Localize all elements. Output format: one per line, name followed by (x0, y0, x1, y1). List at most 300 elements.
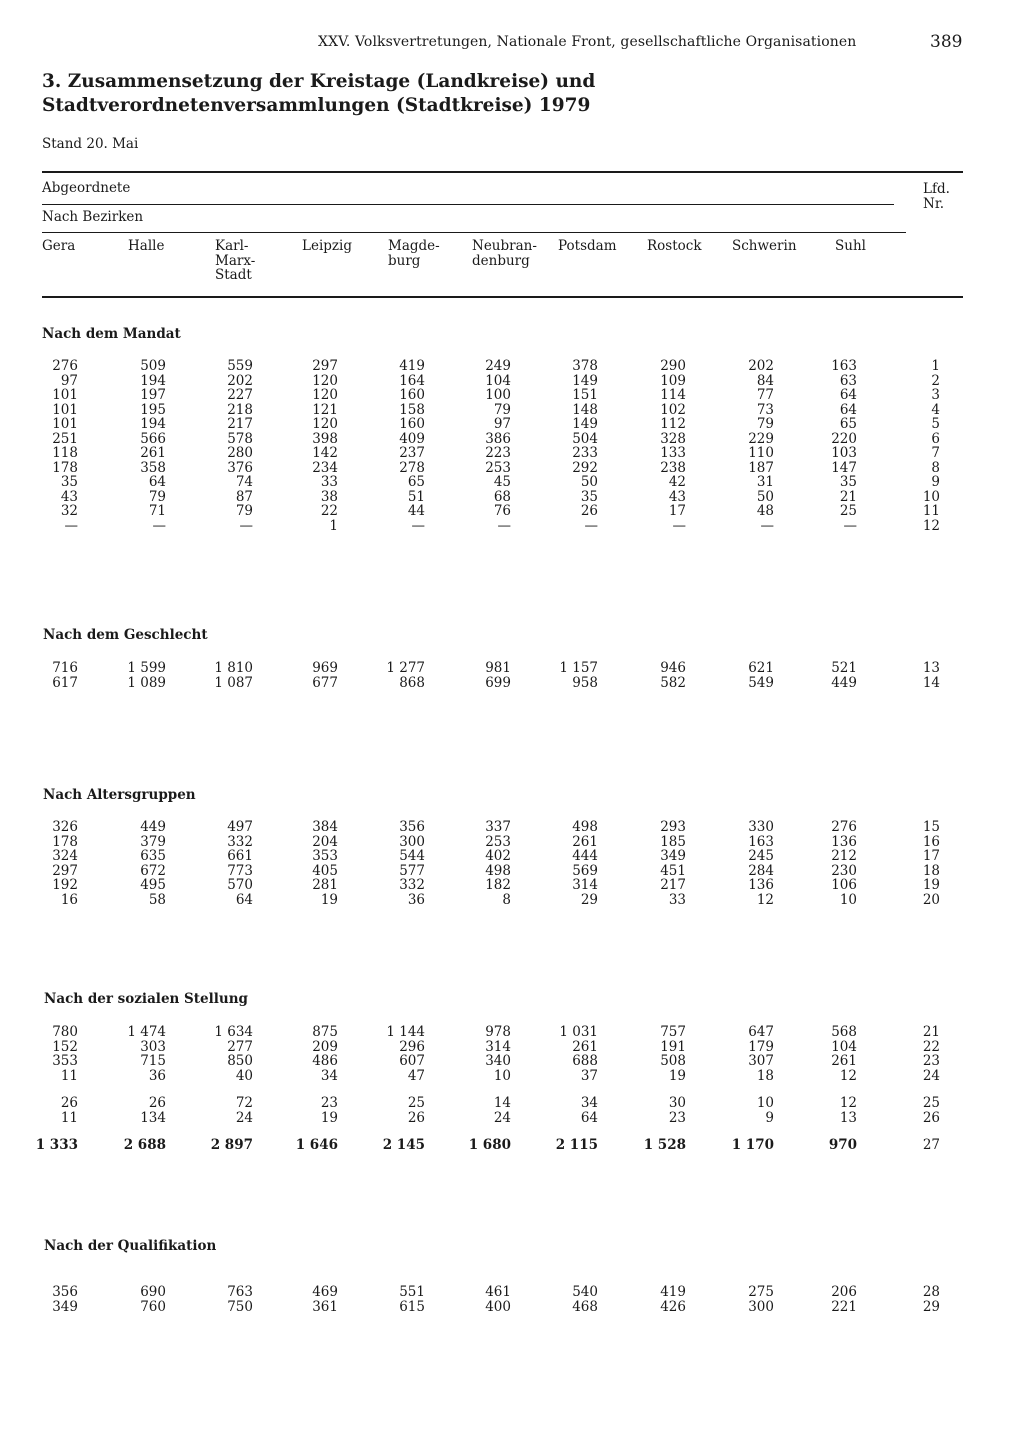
table-cell: — (584, 517, 598, 534)
table-cell: 8 (502, 891, 511, 908)
table-cell: 79 (148, 488, 166, 505)
table-cell: 204 (312, 833, 338, 850)
table-cell: 2 115 (555, 1137, 598, 1153)
table-cell: 178 (52, 833, 78, 850)
table-cell: 149 (572, 416, 598, 432)
table-cell: 958 (572, 674, 598, 691)
section-label: Nach Altersgruppen (43, 787, 196, 803)
table-cell: 398 (312, 430, 338, 447)
row-number: 9 (931, 474, 940, 490)
table-cell: 1 089 (127, 674, 166, 691)
row-number: 13 (922, 660, 940, 676)
header-bottom-rule (42, 296, 963, 298)
table-cell: 278 (399, 459, 425, 476)
table-cell: 276 (831, 819, 857, 835)
section-label: Nach dem Geschlecht (43, 627, 208, 643)
table-cell: 1 087 (214, 674, 253, 691)
table-cell: 1 170 (731, 1137, 774, 1153)
column-header: Halle (128, 238, 165, 254)
table-cell: 297 (312, 358, 338, 374)
table-cell: 400 (485, 1298, 511, 1315)
table-cell: 358 (140, 459, 166, 476)
header-rule-abgeordnete (42, 204, 894, 205)
table-cell: 498 (572, 819, 598, 835)
table-row (0, 388, 1024, 403)
table-cell: 449 (140, 819, 166, 835)
table-row (0, 835, 1024, 850)
column-header: Gera (42, 238, 76, 254)
table-cell: 100 (485, 387, 511, 403)
table-cell: 37 (580, 1067, 598, 1084)
table-cell: 32 (60, 503, 78, 519)
table-row (0, 417, 1024, 432)
table-cell: 314 (572, 877, 598, 893)
table-cell: 760 (140, 1298, 166, 1315)
table-cell: 875 (312, 1024, 338, 1040)
table-cell: 179 (748, 1038, 774, 1055)
table-cell: 277 (227, 1038, 253, 1055)
table-cell: 163 (748, 833, 774, 850)
table-cell: 850 (227, 1053, 253, 1069)
table-cell: 249 (485, 358, 511, 374)
table-cell: 212 (831, 848, 857, 864)
table-cell: 376 (227, 459, 253, 476)
table-cell: 112 (660, 416, 686, 432)
row-number: 17 (922, 848, 940, 864)
table-cell: 699 (485, 674, 511, 691)
row-number: 7 (931, 445, 940, 461)
table-cell: 25 (839, 503, 857, 519)
table-cell: 384 (312, 819, 338, 835)
table-row (0, 878, 1024, 893)
table-cell: 14 (493, 1095, 511, 1111)
table-cell: 868 (399, 674, 425, 691)
table-cell: 114 (660, 387, 686, 403)
table-cell: 10 (839, 891, 857, 908)
table-cell: 2 688 (123, 1137, 166, 1153)
table-row (0, 1111, 1024, 1126)
table-cell: 18 (756, 1067, 774, 1084)
table-cell: 45 (493, 474, 511, 490)
column-header: Neubran- denburg (472, 238, 537, 269)
table-cell: 142 (312, 445, 338, 461)
table-cell: 773 (227, 862, 253, 879)
table-cell: 79 (493, 401, 511, 418)
table-cell: 164 (399, 372, 425, 389)
table-cell: 419 (660, 1284, 686, 1300)
table-cell: 120 (312, 416, 338, 432)
table-cell: 275 (748, 1284, 774, 1300)
table-cell: — (64, 517, 78, 534)
table-cell: 118 (52, 445, 78, 461)
table-cell: 195 (140, 401, 166, 418)
table-cell: 1 333 (35, 1137, 78, 1153)
table-cell: 509 (140, 358, 166, 374)
table-cell: 280 (227, 445, 253, 461)
table-cell: 23 (668, 1109, 686, 1126)
table-cell: 569 (572, 862, 598, 879)
table-cell: 444 (572, 848, 598, 864)
table-cell: 73 (756, 401, 774, 418)
page-number: 389 (930, 32, 963, 52)
table-cell: 16 (60, 891, 78, 908)
table-cell: 690 (140, 1284, 166, 1300)
header-abgeordnete: Abgeordnete (42, 180, 131, 196)
table-cell: 147 (831, 459, 857, 476)
table-cell: 121 (312, 401, 338, 418)
table-cell: 26 (407, 1109, 425, 1126)
table-cell: 40 (235, 1067, 253, 1084)
table-cell: 1 599 (127, 660, 166, 676)
table-row (0, 374, 1024, 389)
table-cell: 582 (660, 674, 686, 691)
table-cell: 486 (312, 1053, 338, 1069)
table-cell: 19 (668, 1067, 686, 1084)
table-cell: 43 (668, 488, 686, 505)
row-number: 6 (931, 430, 940, 447)
table-cell: 559 (227, 358, 253, 374)
table-row (0, 432, 1024, 447)
page-title (42, 70, 742, 118)
table-cell: 11 (60, 1067, 78, 1084)
table-cell: 65 (407, 474, 425, 490)
table-cell: 978 (485, 1024, 511, 1040)
row-number: 14 (922, 674, 940, 691)
table-cell: 36 (407, 891, 425, 908)
table-cell: 238 (660, 459, 686, 476)
table-cell: 426 (660, 1298, 686, 1315)
table-cell: 402 (485, 848, 511, 864)
table-cell: 253 (485, 459, 511, 476)
table-cell: 185 (660, 833, 686, 850)
reference-date: Stand 20. Mai (42, 136, 139, 152)
table-cell: 251 (52, 430, 78, 447)
row-number: 2 (931, 372, 940, 389)
table-cell: 1 646 (295, 1137, 338, 1153)
table-cell: 566 (140, 430, 166, 447)
table-cell: 13 (839, 1109, 857, 1126)
row-number: 3 (931, 387, 940, 403)
row-number: 19 (922, 877, 940, 893)
table-top-rule (42, 171, 963, 173)
table-cell: 22 (320, 503, 338, 519)
table-cell: 197 (140, 387, 166, 403)
table-cell: 12 (839, 1095, 857, 1111)
table-cell: 43 (60, 488, 78, 505)
table-cell: 209 (312, 1038, 338, 1055)
row-number: 21 (922, 1024, 940, 1040)
table-cell: 223 (485, 445, 511, 461)
table-cell: 780 (52, 1024, 78, 1040)
table-cell: 104 (485, 372, 511, 389)
table-cell: 97 (493, 416, 511, 432)
table-row (0, 820, 1024, 835)
table-row (0, 490, 1024, 505)
table-cell: 87 (235, 488, 253, 505)
title-line-2: Stadtverordnetenversammlungen (Stadtkreise) 1979 (42, 95, 591, 116)
table-cell: 202 (227, 372, 253, 389)
table-cell: 409 (399, 430, 425, 447)
table-cell: 136 (748, 877, 774, 893)
table-row (0, 1040, 1024, 1055)
table-cell: 34 (320, 1067, 338, 1084)
table-row (0, 661, 1024, 676)
table-cell: 220 (831, 430, 857, 447)
column-header: Suhl (835, 238, 866, 254)
table-cell: 296 (399, 1038, 425, 1055)
column-header: Potsdam (558, 238, 617, 254)
table-cell: 34 (580, 1095, 598, 1111)
row-number: 27 (922, 1137, 940, 1153)
table-cell: — (760, 517, 774, 534)
table-cell: 261 (572, 1038, 598, 1055)
table-cell: 229 (748, 430, 774, 447)
table-cell: 71 (148, 503, 166, 519)
table-cell: 110 (748, 445, 774, 461)
table-cell: 101 (52, 387, 78, 403)
table-cell: 103 (831, 445, 857, 461)
table-cell: — (672, 517, 686, 534)
table-cell: 64 (839, 401, 857, 418)
table-cell: 77 (756, 387, 774, 403)
table-cell: 194 (140, 372, 166, 389)
table-cell: 194 (140, 416, 166, 432)
table-cell: 74 (235, 474, 253, 490)
table-cell: 245 (748, 848, 774, 864)
table-cell: 9 (765, 1109, 774, 1126)
table-cell: 544 (399, 848, 425, 864)
table-cell: 1 810 (214, 660, 253, 676)
header-lfd-nr: Lfd. Nr. (923, 181, 950, 212)
table-cell: 104 (831, 1038, 857, 1055)
table-cell: 1 157 (559, 660, 598, 676)
table-cell: 324 (52, 848, 78, 864)
table-row (0, 403, 1024, 418)
table-cell: 353 (312, 848, 338, 864)
table-cell: 192 (52, 877, 78, 893)
table-cell: 661 (227, 848, 253, 864)
table-cell: 497 (227, 819, 253, 835)
table-cell: 328 (660, 430, 686, 447)
table-cell: 969 (312, 660, 338, 676)
table-cell: 10 (756, 1095, 774, 1111)
table-cell: 97 (60, 372, 78, 389)
table-cell: 647 (748, 1024, 774, 1040)
table-cell: 31 (756, 474, 774, 490)
table-cell: 307 (748, 1053, 774, 1069)
table-cell: 64 (235, 891, 253, 908)
table-cell: 58 (148, 891, 166, 908)
table-row (0, 1025, 1024, 1040)
table-row (0, 1138, 1024, 1153)
table-row (0, 676, 1024, 691)
column-header: Schwerin (732, 238, 797, 254)
table-cell: 163 (831, 358, 857, 374)
table-cell: 340 (485, 1053, 511, 1069)
table-cell: 672 (140, 862, 166, 879)
table-cell: 84 (756, 372, 774, 389)
table-cell: 151 (572, 387, 598, 403)
table-cell: 617 (52, 674, 78, 691)
table-cell: 1 634 (214, 1024, 253, 1040)
table-cell: — (843, 517, 857, 534)
section-label: Nach der Qualifikation (44, 1238, 217, 1254)
row-number: 11 (922, 503, 940, 519)
table-cell: 284 (748, 862, 774, 879)
row-number: 20 (922, 891, 940, 908)
table-cell: 102 (660, 401, 686, 418)
table-cell: 568 (831, 1024, 857, 1040)
row-number: 26 (922, 1109, 940, 1126)
table-cell: 11 (60, 1109, 78, 1126)
table-cell: 757 (660, 1024, 686, 1040)
table-cell: 29 (580, 891, 598, 908)
section-label: Nach der sozialen Stellung (44, 991, 248, 1007)
table-row (0, 475, 1024, 490)
table-cell: 337 (485, 819, 511, 835)
table-cell: 51 (407, 488, 425, 505)
table-cell: 551 (399, 1284, 425, 1300)
header-nach-bezirken: Nach Bezirken (42, 209, 144, 225)
table-row (0, 1285, 1024, 1300)
table-cell: 64 (580, 1109, 598, 1126)
table-cell: 191 (660, 1038, 686, 1055)
row-number: 25 (922, 1095, 940, 1111)
table-cell: 35 (60, 474, 78, 490)
table-cell: 405 (312, 862, 338, 879)
table-cell: 10 (493, 1067, 511, 1084)
section-label: Nach dem Mandat (42, 326, 181, 342)
table-cell: — (239, 517, 253, 534)
table-cell: 716 (52, 660, 78, 676)
table-cell: 148 (572, 401, 598, 418)
table-cell: 540 (572, 1284, 598, 1300)
row-number: 10 (922, 488, 940, 505)
table-cell: 607 (399, 1053, 425, 1069)
header-rule-bezirken (42, 232, 906, 233)
table-cell: 290 (660, 358, 686, 374)
table-row (0, 1096, 1024, 1111)
table-cell: 106 (831, 877, 857, 893)
column-header: Karl- Marx- Stadt (215, 238, 256, 283)
table-cell: 750 (227, 1298, 253, 1315)
table-cell: 549 (748, 674, 774, 691)
row-number: 5 (931, 416, 940, 432)
table-cell: 332 (227, 833, 253, 850)
table-row (0, 504, 1024, 519)
table-cell: 253 (485, 833, 511, 850)
table-cell: 149 (572, 372, 598, 389)
title-line-1: 3. Zusammensetzung der Kreistage (Landkreise) und (42, 71, 596, 92)
table-cell: 468 (572, 1298, 598, 1315)
column-header: Rostock (647, 238, 702, 254)
table-cell: 136 (831, 833, 857, 850)
table-cell: 68 (493, 488, 511, 505)
row-number: 28 (922, 1284, 940, 1300)
table-cell: 349 (52, 1298, 78, 1315)
table-cell: 12 (839, 1067, 857, 1084)
table-cell: 1 528 (643, 1137, 686, 1153)
table-cell: 160 (399, 416, 425, 432)
row-number: 22 (922, 1038, 940, 1055)
table-cell: 25 (407, 1095, 425, 1111)
table-cell: 160 (399, 387, 425, 403)
table-cell: 276 (52, 358, 78, 374)
table-cell: 33 (668, 891, 686, 908)
table-cell: 30 (668, 1095, 686, 1111)
table-cell: 508 (660, 1053, 686, 1069)
table-row (0, 1300, 1024, 1315)
table-cell: 297 (52, 862, 78, 879)
table-cell: 120 (312, 387, 338, 403)
table-cell: 101 (52, 401, 78, 418)
table-row (0, 359, 1024, 374)
table-row (0, 864, 1024, 879)
table-cell: 237 (399, 445, 425, 461)
table-cell: 356 (399, 819, 425, 835)
table-cell: 218 (227, 401, 253, 418)
table-cell: 715 (140, 1053, 166, 1069)
row-number: 29 (922, 1298, 940, 1315)
table-cell: 349 (660, 848, 686, 864)
table-cell: 227 (227, 387, 253, 403)
table-cell: 120 (312, 372, 338, 389)
table-cell: 23 (320, 1095, 338, 1111)
table-cell: 36 (148, 1067, 166, 1084)
column-header: Magde- burg (388, 238, 440, 269)
table-cell: 353 (52, 1053, 78, 1069)
table-cell: 578 (227, 430, 253, 447)
table-cell: 300 (399, 833, 425, 850)
table-row (0, 1069, 1024, 1084)
table-cell: 332 (399, 877, 425, 893)
table-cell: 72 (235, 1095, 253, 1111)
table-cell: 461 (485, 1284, 511, 1300)
table-row (0, 849, 1024, 864)
table-cell: 182 (485, 877, 511, 893)
table-cell: 469 (312, 1284, 338, 1300)
table-cell: — (411, 517, 425, 534)
table-cell: 109 (660, 372, 686, 389)
table-cell: 64 (839, 387, 857, 403)
table-cell: 615 (399, 1298, 425, 1315)
column-header: Leipzig (302, 238, 352, 254)
table-cell: 1 144 (386, 1024, 425, 1040)
table-cell: 281 (312, 877, 338, 893)
table-cell: 152 (52, 1038, 78, 1055)
table-cell: 326 (52, 819, 78, 835)
table-cell: 970 (828, 1137, 857, 1153)
row-number: 15 (922, 819, 940, 835)
table-cell: 981 (485, 660, 511, 676)
table-cell: 64 (148, 474, 166, 490)
table-cell: 314 (485, 1038, 511, 1055)
table-cell: 230 (831, 862, 857, 879)
table-cell: 361 (312, 1298, 338, 1315)
table-cell: 2 897 (210, 1137, 253, 1153)
table-cell: 946 (660, 660, 686, 676)
row-number: 4 (931, 401, 940, 418)
table-cell: 635 (140, 848, 166, 864)
table-cell: — (497, 517, 511, 534)
table-cell: 292 (572, 459, 598, 476)
table-cell: 76 (493, 503, 511, 519)
table-cell: 379 (140, 833, 166, 850)
table-cell: 1 680 (468, 1137, 511, 1153)
table-cell: 356 (52, 1284, 78, 1300)
table-cell: 449 (831, 674, 857, 691)
table-cell: 38 (320, 488, 338, 505)
